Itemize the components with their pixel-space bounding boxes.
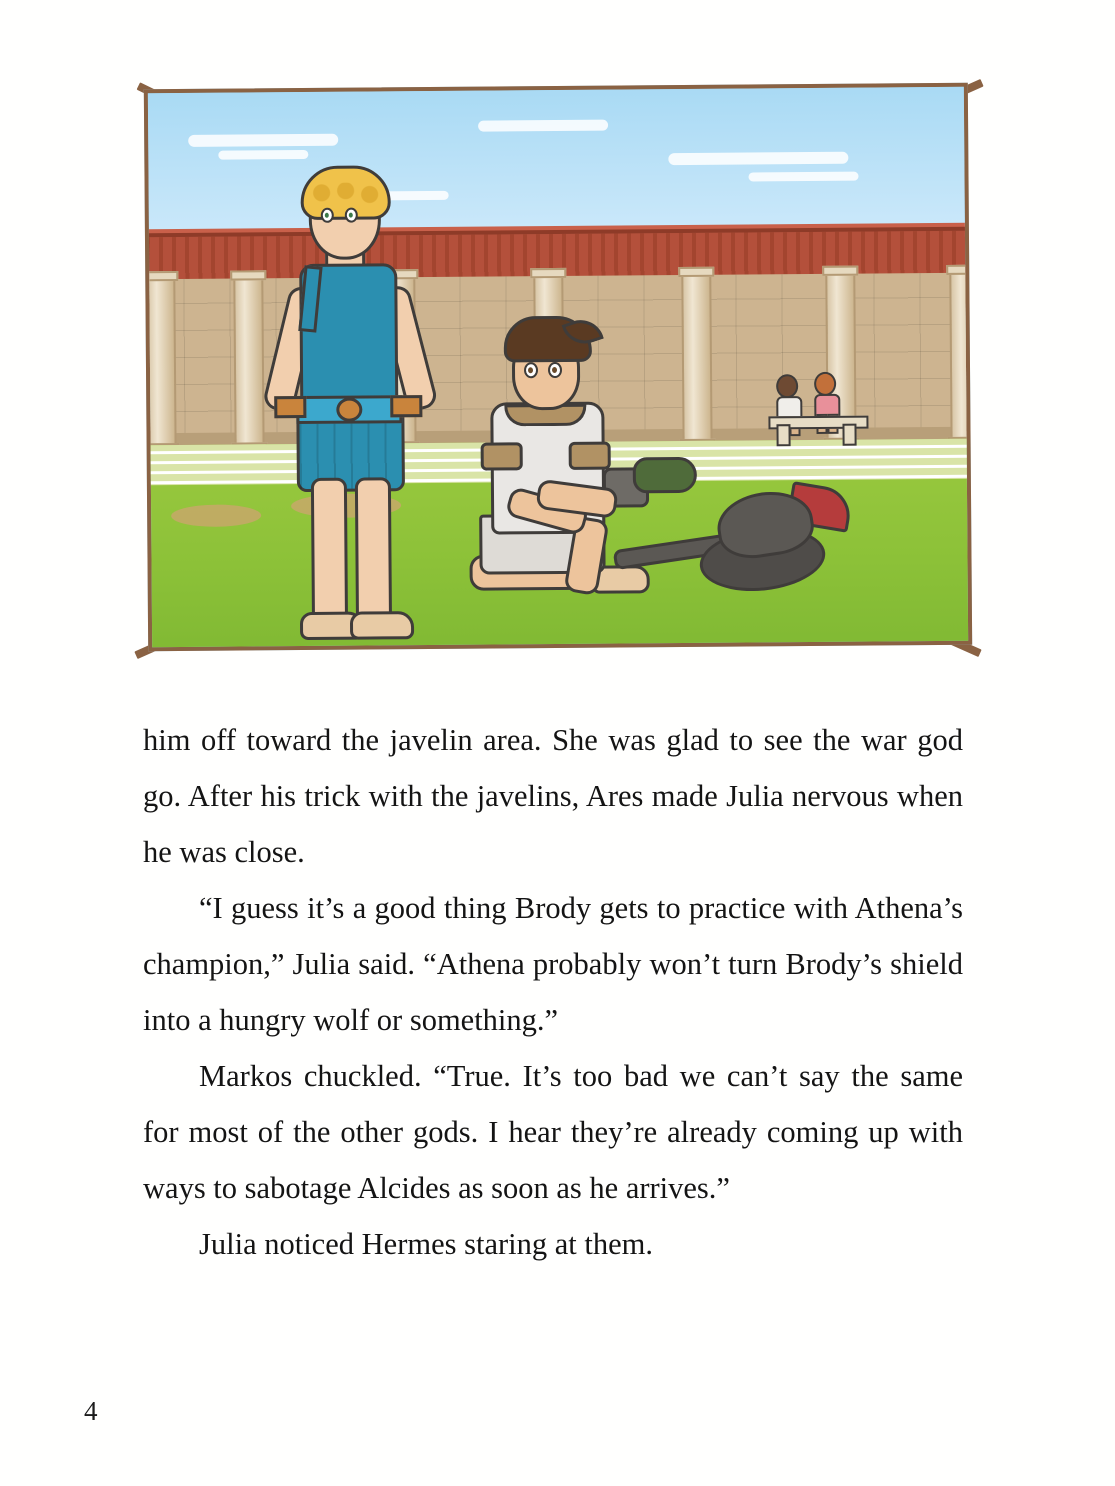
column bbox=[949, 273, 968, 439]
column bbox=[681, 275, 712, 441]
eye-left bbox=[524, 362, 538, 378]
page-body-text bbox=[143, 712, 963, 1272]
armband-left bbox=[481, 442, 523, 470]
eye-right bbox=[345, 208, 358, 223]
wrist-cuff bbox=[274, 396, 306, 418]
eye-left bbox=[321, 208, 334, 223]
character-tall-god bbox=[260, 159, 434, 630]
hair bbox=[504, 316, 592, 363]
page-number: 4 bbox=[84, 1396, 98, 1426]
illustration-container bbox=[128, 62, 990, 670]
character-kneeling-champion bbox=[450, 307, 683, 629]
cloud-icon bbox=[668, 152, 848, 165]
bench-leg bbox=[776, 424, 790, 446]
boot bbox=[633, 457, 697, 494]
paragraph: Markos chuckled. “True. It’s too bad we can’t say the same for most of the other gods. I hear they’re already coming up with ways to sabotage Alcides as soon as he arrives.” bbox=[143, 1059, 963, 1205]
column bbox=[233, 278, 264, 444]
eye-right bbox=[548, 362, 562, 378]
bench-leg bbox=[842, 424, 856, 446]
child-head bbox=[814, 372, 836, 396]
background-bench-group bbox=[768, 388, 864, 441]
armband-right bbox=[569, 442, 611, 470]
cloud-icon bbox=[478, 120, 608, 132]
illustration-frame bbox=[144, 83, 972, 651]
column bbox=[148, 279, 177, 445]
wrist-cuff bbox=[390, 395, 422, 417]
sandal-right bbox=[350, 611, 414, 640]
leg-right bbox=[355, 477, 392, 633]
illustration-scene bbox=[148, 87, 968, 647]
cloud-icon bbox=[188, 134, 338, 147]
cloud-icon bbox=[218, 150, 308, 160]
child-head bbox=[776, 374, 798, 398]
belt-buckle bbox=[336, 398, 362, 422]
paragraph: him off toward the javelin area. She was glad to see the war god go. After his trick with the javelins, Ares made Julia nervous when he was close. bbox=[143, 723, 963, 869]
paragraph: Julia noticed Hermes staring at them. bbox=[199, 1227, 653, 1261]
paragraph: “I guess it’s a good thing Brody gets to practice with Athena’s champion,” Julia said. “Athena probably won’t turn Brody’s shield into a hungry wolf or something.” bbox=[143, 891, 963, 1037]
cloud-icon bbox=[748, 172, 858, 182]
leg-left bbox=[311, 478, 348, 634]
